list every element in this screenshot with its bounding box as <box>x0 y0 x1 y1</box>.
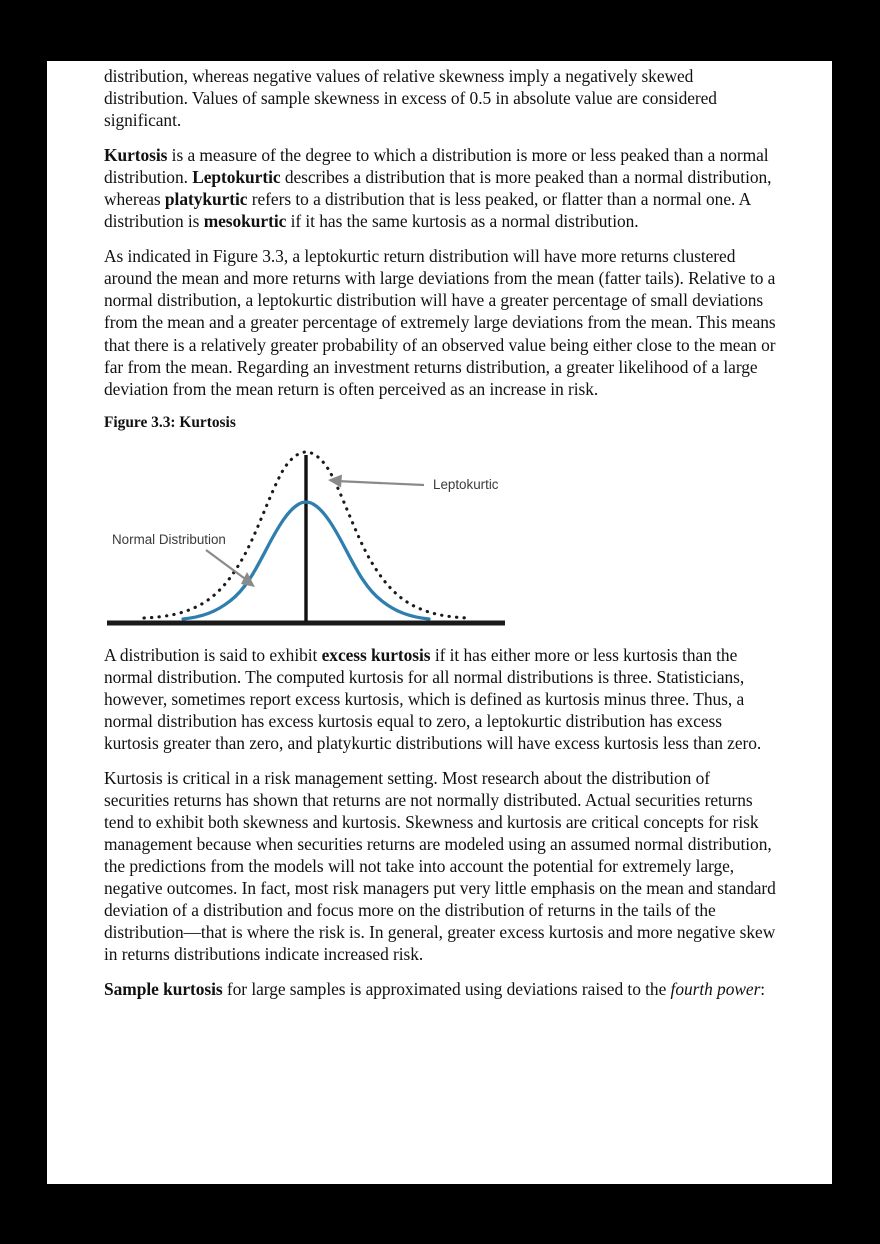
text-run: A distribution is said to exhibit <box>104 644 322 665</box>
paragraph-sample-kurtosis <box>104 978 779 1000</box>
term-fourth-power: fourth power <box>670 979 761 1000</box>
paragraph-kurtosis-definition <box>104 144 779 232</box>
figure-kurtosis <box>104 438 779 634</box>
text-run: for large samples is approximated using deviations raised to the <box>222 979 671 1000</box>
term-platykurtic: platykurtic <box>164 189 248 210</box>
paragraph-risk-management <box>104 767 779 965</box>
text-run: Kurtosis is critical in a risk management setting. Most research about the distribution of securities returns has shown that returns are not normally distributed. Actual securities returns tend to exhibit both skewness and kurtosis. Skewness and kurtosis are critical concepts for risk management because when securities returns are modeled using an assumed normal distribution, the predictions from the models will not take into account the potential for extremely large, negative outcomes. In fact, most risk managers put very little emphasis on the mean and standard deviation of a distribution and focus more on the distribution of returns in the tails of the distribution—that is where the risk is. In general, greater excess kurtosis and more negative skew in returns distributions indicate increased risk. <box>104 767 776 965</box>
text-run: distribution, whereas negative values of relative skewness imply a negatively skewed distribution. Values of sample skewness in excess of 0.5 in absolute value are considered significant. <box>104 66 717 131</box>
text-run: As indicated in Figure 3.3, a leptokurtic return distribution will have more returns clustered around the mean and more returns with large deviations from the mean (fatter tails). Relative to a normal distribution, a leptokurtic distribution will have a greater percentage of small deviations from the mean and a greater percentage of extremely large deviations from the mean. This means that there is a relatively greater probability of an observed value being either close to the mean or far from the mean. Regarding an investment returns distribution, a greater likelihood of a large deviation from the mean return is often perceived as an increase in risk. <box>104 246 776 399</box>
text-run: describes a distribution that is more peaked than a normal distribution, whereas <box>104 167 772 210</box>
leptokurtic-annotation-arrow <box>328 474 424 487</box>
leptokurtic-label: Leptokurtic <box>433 476 499 492</box>
text-run: : <box>760 979 766 1000</box>
normal-distribution-label: Normal Distribution <box>112 531 226 547</box>
paragraph-excess-kurtosis <box>104 644 779 754</box>
term-excess-kurtosis: excess kurtosis <box>321 644 431 665</box>
term-leptokurtic: Leptokurtic <box>192 167 281 188</box>
figure-caption: Figure 3.3: Kurtosis <box>104 413 236 431</box>
page-content <box>104 65 779 1013</box>
paragraph-skewness-continued <box>104 65 779 131</box>
term-sample-kurtosis: Sample kurtosis <box>104 979 223 1000</box>
term-kurtosis: Kurtosis <box>104 145 168 166</box>
paragraph-figure-reference <box>104 245 779 399</box>
text-run: is a measure of the degree to which a distribution is more or less peaked than a normal distribution. <box>104 145 769 188</box>
term-mesokurtic: mesokurtic <box>203 211 287 232</box>
text-run: if it has either more or less kurtosis than the normal distribution. The computed kurtosis for all normal distributions is three. Statisticians, however, sometimes report excess kurtosis, which is defined as kurtosis minus three. Thus, a normal distribution has excess kurtosis equal to zero, a leptokurtic distribution has excess kurtosis greater than zero, and platykurtic distributions will have excess kurtosis less than zero. <box>104 644 762 753</box>
kurtosis-chart-svg <box>104 438 779 634</box>
text-run: if it has the same kurtosis as a normal distribution. <box>286 211 639 232</box>
normal-distribution-annotation-arrow <box>206 550 255 587</box>
document-page <box>47 61 832 1184</box>
text-run: refers to a distribution that is less peaked, or flatter than a normal one. A distribution is <box>104 189 751 232</box>
